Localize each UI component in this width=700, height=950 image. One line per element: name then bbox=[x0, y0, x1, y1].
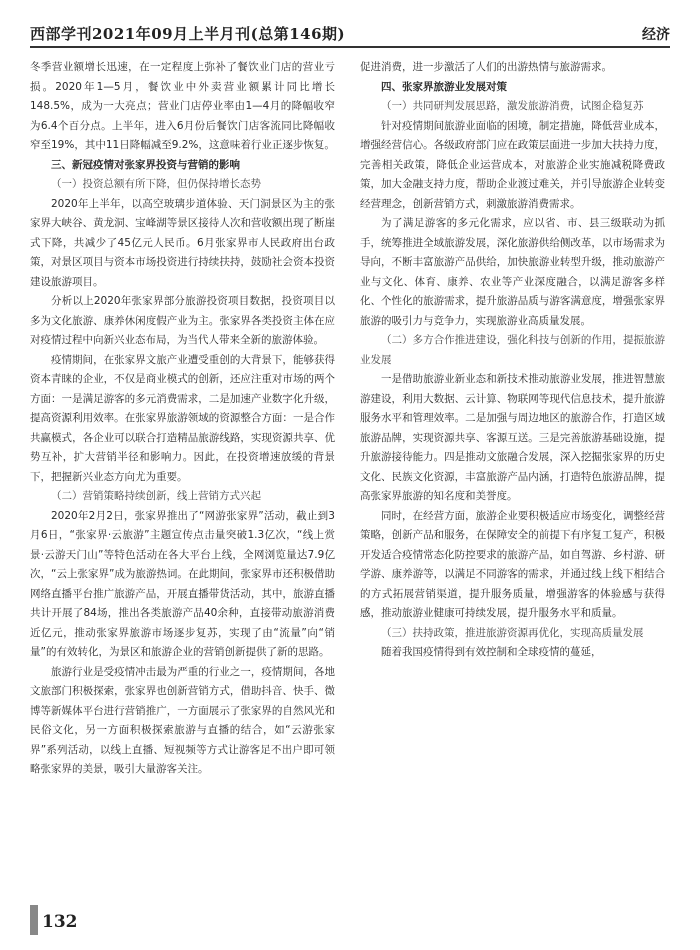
page-number-marker bbox=[30, 905, 38, 935]
paragraph: 分析以上2020年张家界部分旅游投资项目数据，投资项目以多为文化旅游、康养休闲度假产业为主。张家界各类投资主体在应对疫情过程中向新兴业态布局，为当代人带来全新的旅游体验。 bbox=[30, 295, 335, 346]
paragraph: 促进消费，进一步激活了人们的出游热情与旅游需求。 bbox=[360, 61, 612, 73]
left-column bbox=[30, 58, 335, 780]
section-heading: 三、新冠疫情对张家界投资与营销的影响 bbox=[51, 158, 240, 171]
journal-title: 西部学刊2021年09月上半月刊(总第146期) bbox=[30, 25, 346, 43]
paragraph: 冬季营业额增长迅速，在一定程度上弥补了餐饮业门店的营业亏损。2020年1—5月，餐饮业中外卖营业额累计同比增长148.5%，成为一大亮点；营业门店停业率由1—4月的降幅收窄为6.4个百分点。上半年，进入6月份后餐饮门店客流同比降幅收窄至19%，其中11日降幅减至9.2%，这意味着行业正逐步恢复。 bbox=[30, 61, 335, 151]
paragraph: 同时，在经营方面，旅游企业要积极适应市场变化，调整经营策略，创新产品和服务，在保障安全的前提下有序复工复产，积极开发适合疫情常态化防控要求的旅游产品，如自驾游、乡村游、研学游、康养游等，以满足不同游客的需求，并通过线上线下相结合的方式拓展营销渠道，提升服务质量，增强游客的体验感与获得感，推动旅游业健康可持续发展，提升服务水平和质量。 bbox=[360, 509, 665, 619]
paragraph: 为了满足游客的多元化需求，应以省、市、县三级联动为抓手，统筹推进全域旅游发展，深化旅游供给侧改革，以市场需求为导向，不断丰富旅游产品供给，加快旅游业转型升级，推动旅游产业与文化、体育、康养、农业等产业深度融合，以满足游客多样化、个性化的旅游需求，提升旅游品质与游客满意度，增强张家界旅游的吸引力与竞争力，实现旅游业高质量发展。 bbox=[360, 217, 665, 327]
subsection-heading: （二）多方合作推进建设，强化科技与创新的作用，提振旅游业发展 bbox=[360, 334, 665, 366]
section-heading: 四、张家界旅游业发展对策 bbox=[381, 80, 507, 93]
paragraph: 旅游行业是受疫情冲击最为严重的行业之一，疫情期间，各地文旅部门积极探索，张家界也创新营销方式，借助抖音、快手、微博等新媒体平台进行营销推广，一方面展示了张家界的自然风光和民俗文化，另一方面积极探索旅游与直播的结合，如“云游张家界”系列活动，以线上直播、短视频等方式让游客足不出户即可领略张家界的美景，吸引大量游客关注。 bbox=[30, 665, 335, 775]
header-divider bbox=[30, 46, 670, 48]
paragraph: 随着我国疫情得到有效控制和全球疫情的蔓延， bbox=[381, 646, 602, 658]
page-header bbox=[30, 14, 670, 44]
subsection-heading: （二）营销策略持续创新，线上营销方式兴起 bbox=[51, 490, 261, 502]
subsection-heading: （一）共同研判发展思路，激发旅游消费，试图企稳复苏 bbox=[381, 100, 644, 112]
paragraph: 一是借助旅游业新业态和新技术推动旅游业发展，推进智慧旅游建设，利用大数据、云计算、物联网等现代信息技术，提升旅游服务水平和管理效率。二是加强与周边地区的旅游合作，打造区域旅游品牌，实现资源共享、客源互送。三是完善旅游基础设施，提升旅游接待能力。四是推动文旅融合发展，深入挖掘张家界的历史文化、民族文化资源，丰富旅游产品内涵，打造特色旅游品牌，提高张家界旅游的知名度和美誉度。 bbox=[360, 373, 665, 502]
paragraph: 2020年2月2日，张家界推出了“网游张家界”活动，截止到3月6日，“张家界·云旅游”主题宣传点击量突破1.3亿次，“线上赏景·云游天门山”等特色活动在各大平台上线，全网浏览量达7.9亿次，“云上张家界”成为旅游热词。在此期间，张家界市还积极借助网络直播平台推广旅游产品，开展直播带货活动，其中，旅游直播共计开展了84场，推出各类旅游产品40余种，直接带动旅游消费近亿元，推动张家界旅游市场逐步复苏，实现了由“流量”向“销量”的有效转化，为景区和旅游企业的营销创新提供了新的思路。 bbox=[30, 509, 335, 658]
paragraph: 针对疫情期间旅游业面临的困境，制定措施，降低营业成本，增强经营信心。各级政府部门应在政策层面进一步加大扶持力度，完善相关政策，降低企业运营成本，对旅游企业实施减税降费政策，加大金融支持力度，帮助企业渡过难关，并引导旅游企业转变经营理念，创新营销方式，刺激旅游消费需求。 bbox=[360, 119, 665, 210]
subsection-heading: （一）投资总额有所下降，但仍保持增长态势 bbox=[51, 178, 261, 190]
subsection-heading: （三）扶持政策，推进旅游资源再优化，实现高质量发展 bbox=[381, 626, 644, 639]
paragraph: 疫情期间，在张家界文旅产业遭受重创的大背景下，能够获得资本青睐的企业，不仅是商业模式的创新，还应注重对市场的两个方面：一是满足游客的多元消费需求，二是加速产业数字化升级，提高资源利用效率。在张家界旅游领域的资源整合方面：一是合作共赢模式，各企业可以联合打造精品旅游线路，实现资源共享、优势互补，扩大营销半径和影响力。因此，在投资增速放缓的背景下，把握新兴业态方向尤为重要。 bbox=[30, 353, 335, 483]
paragraph: 2020年上半年，以高空玻璃步道体验、天门洞景区为主的张家界大峡谷、黄龙洞、宝峰湖等景区接待人次和营收额出现了断崖式下降，共减少了45亿元人民币。6月张家界市人民政府出台政策，对景区项目与资本市场投资进行持续扶持，鼓励社会资本投资建设旅游项目。 bbox=[30, 197, 335, 288]
page-number: 132 bbox=[42, 912, 78, 932]
section-label: 经济 bbox=[642, 27, 670, 43]
right-column bbox=[360, 58, 665, 663]
